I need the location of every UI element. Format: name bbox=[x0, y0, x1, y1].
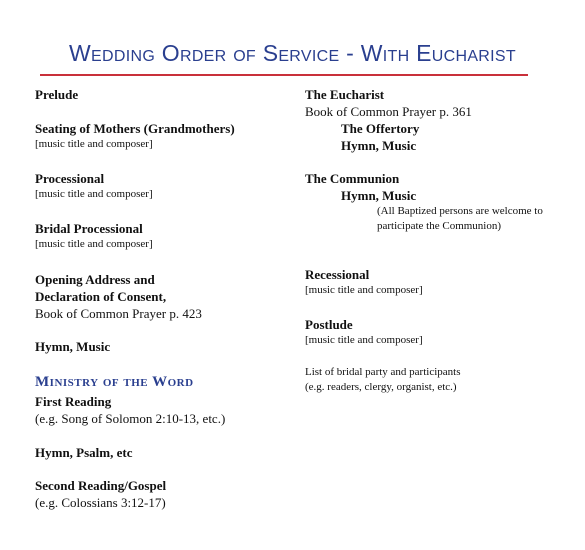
seating-heading: Seating of Mothers (Grandmothers) bbox=[35, 121, 235, 136]
first-reading-section bbox=[35, 393, 225, 427]
offertory-heading: The Offertory bbox=[341, 121, 420, 136]
second-reading-text: (e.g. Colossians 3:12-17) bbox=[35, 495, 166, 510]
offertory-hymn: Hymn, Music bbox=[341, 138, 417, 153]
processional-note: [music title and composer] bbox=[35, 188, 153, 200]
offertory-section bbox=[341, 120, 419, 154]
postlude-note: [music title and composer] bbox=[305, 334, 423, 346]
recessional-heading: Recessional bbox=[305, 267, 370, 282]
postlude-heading: Postlude bbox=[305, 317, 353, 332]
postlude-section bbox=[305, 316, 423, 348]
processional-heading: Processional bbox=[35, 171, 105, 186]
hymn-music-section bbox=[35, 338, 110, 355]
communion-heading: The Communion bbox=[305, 171, 400, 186]
communion-note-line2: participate the Communion) bbox=[377, 220, 502, 232]
communion-note-block bbox=[377, 204, 543, 234]
hymn-psalm-section bbox=[35, 444, 132, 461]
opening-heading-line2: Declaration of Consent, bbox=[35, 289, 167, 304]
bridal-party-section bbox=[305, 365, 460, 395]
page-title: Wedding Order of Service - With Eucharist bbox=[69, 40, 516, 66]
eucharist-section bbox=[305, 86, 472, 120]
opening-address-section bbox=[35, 271, 202, 322]
second-reading-heading: Second Reading/Gospel bbox=[35, 478, 167, 493]
communion-hymn: Hymn, Music bbox=[341, 188, 417, 203]
opening-text: Book of Common Prayer p. 423 bbox=[35, 306, 202, 321]
communion-section bbox=[305, 170, 399, 187]
hymn-music-heading: Hymn, Music bbox=[35, 339, 111, 354]
second-reading-section bbox=[35, 477, 166, 511]
bridal-processional-heading: Bridal Processional bbox=[35, 221, 143, 236]
seating-section bbox=[35, 120, 235, 152]
prelude-section bbox=[35, 86, 78, 103]
eucharist-heading: The Eucharist bbox=[305, 87, 385, 102]
bridal-processional-note: [music title and composer] bbox=[35, 238, 153, 250]
recessional-section bbox=[305, 266, 423, 298]
bridal-party-line1: List of bridal party and participants bbox=[305, 366, 461, 378]
prelude-heading: Prelude bbox=[35, 87, 79, 102]
processional-section bbox=[35, 170, 153, 202]
communion-note-line1: (All Baptized persons are welcome to bbox=[377, 205, 543, 217]
first-reading-heading: First Reading bbox=[35, 394, 112, 409]
seating-note: [music title and composer] bbox=[35, 138, 153, 150]
title-underline bbox=[40, 74, 528, 76]
bridal-party-line2: (e.g. readers, clergy, organist, etc.) bbox=[305, 381, 457, 393]
hymn-psalm-heading: Hymn, Psalm, etc bbox=[35, 445, 133, 460]
recessional-note: [music title and composer] bbox=[305, 284, 423, 296]
first-reading-text: (e.g. Song of Solomon 2:10-13, etc.) bbox=[35, 411, 226, 426]
eucharist-text: Book of Common Prayer p. 361 bbox=[305, 104, 472, 119]
opening-heading-line1: Opening Address and bbox=[35, 272, 155, 287]
bridal-processional-section bbox=[35, 220, 153, 252]
ministry-of-the-word-heading: Ministry of the Word bbox=[35, 374, 194, 390]
communion-hymn-block bbox=[341, 187, 416, 204]
